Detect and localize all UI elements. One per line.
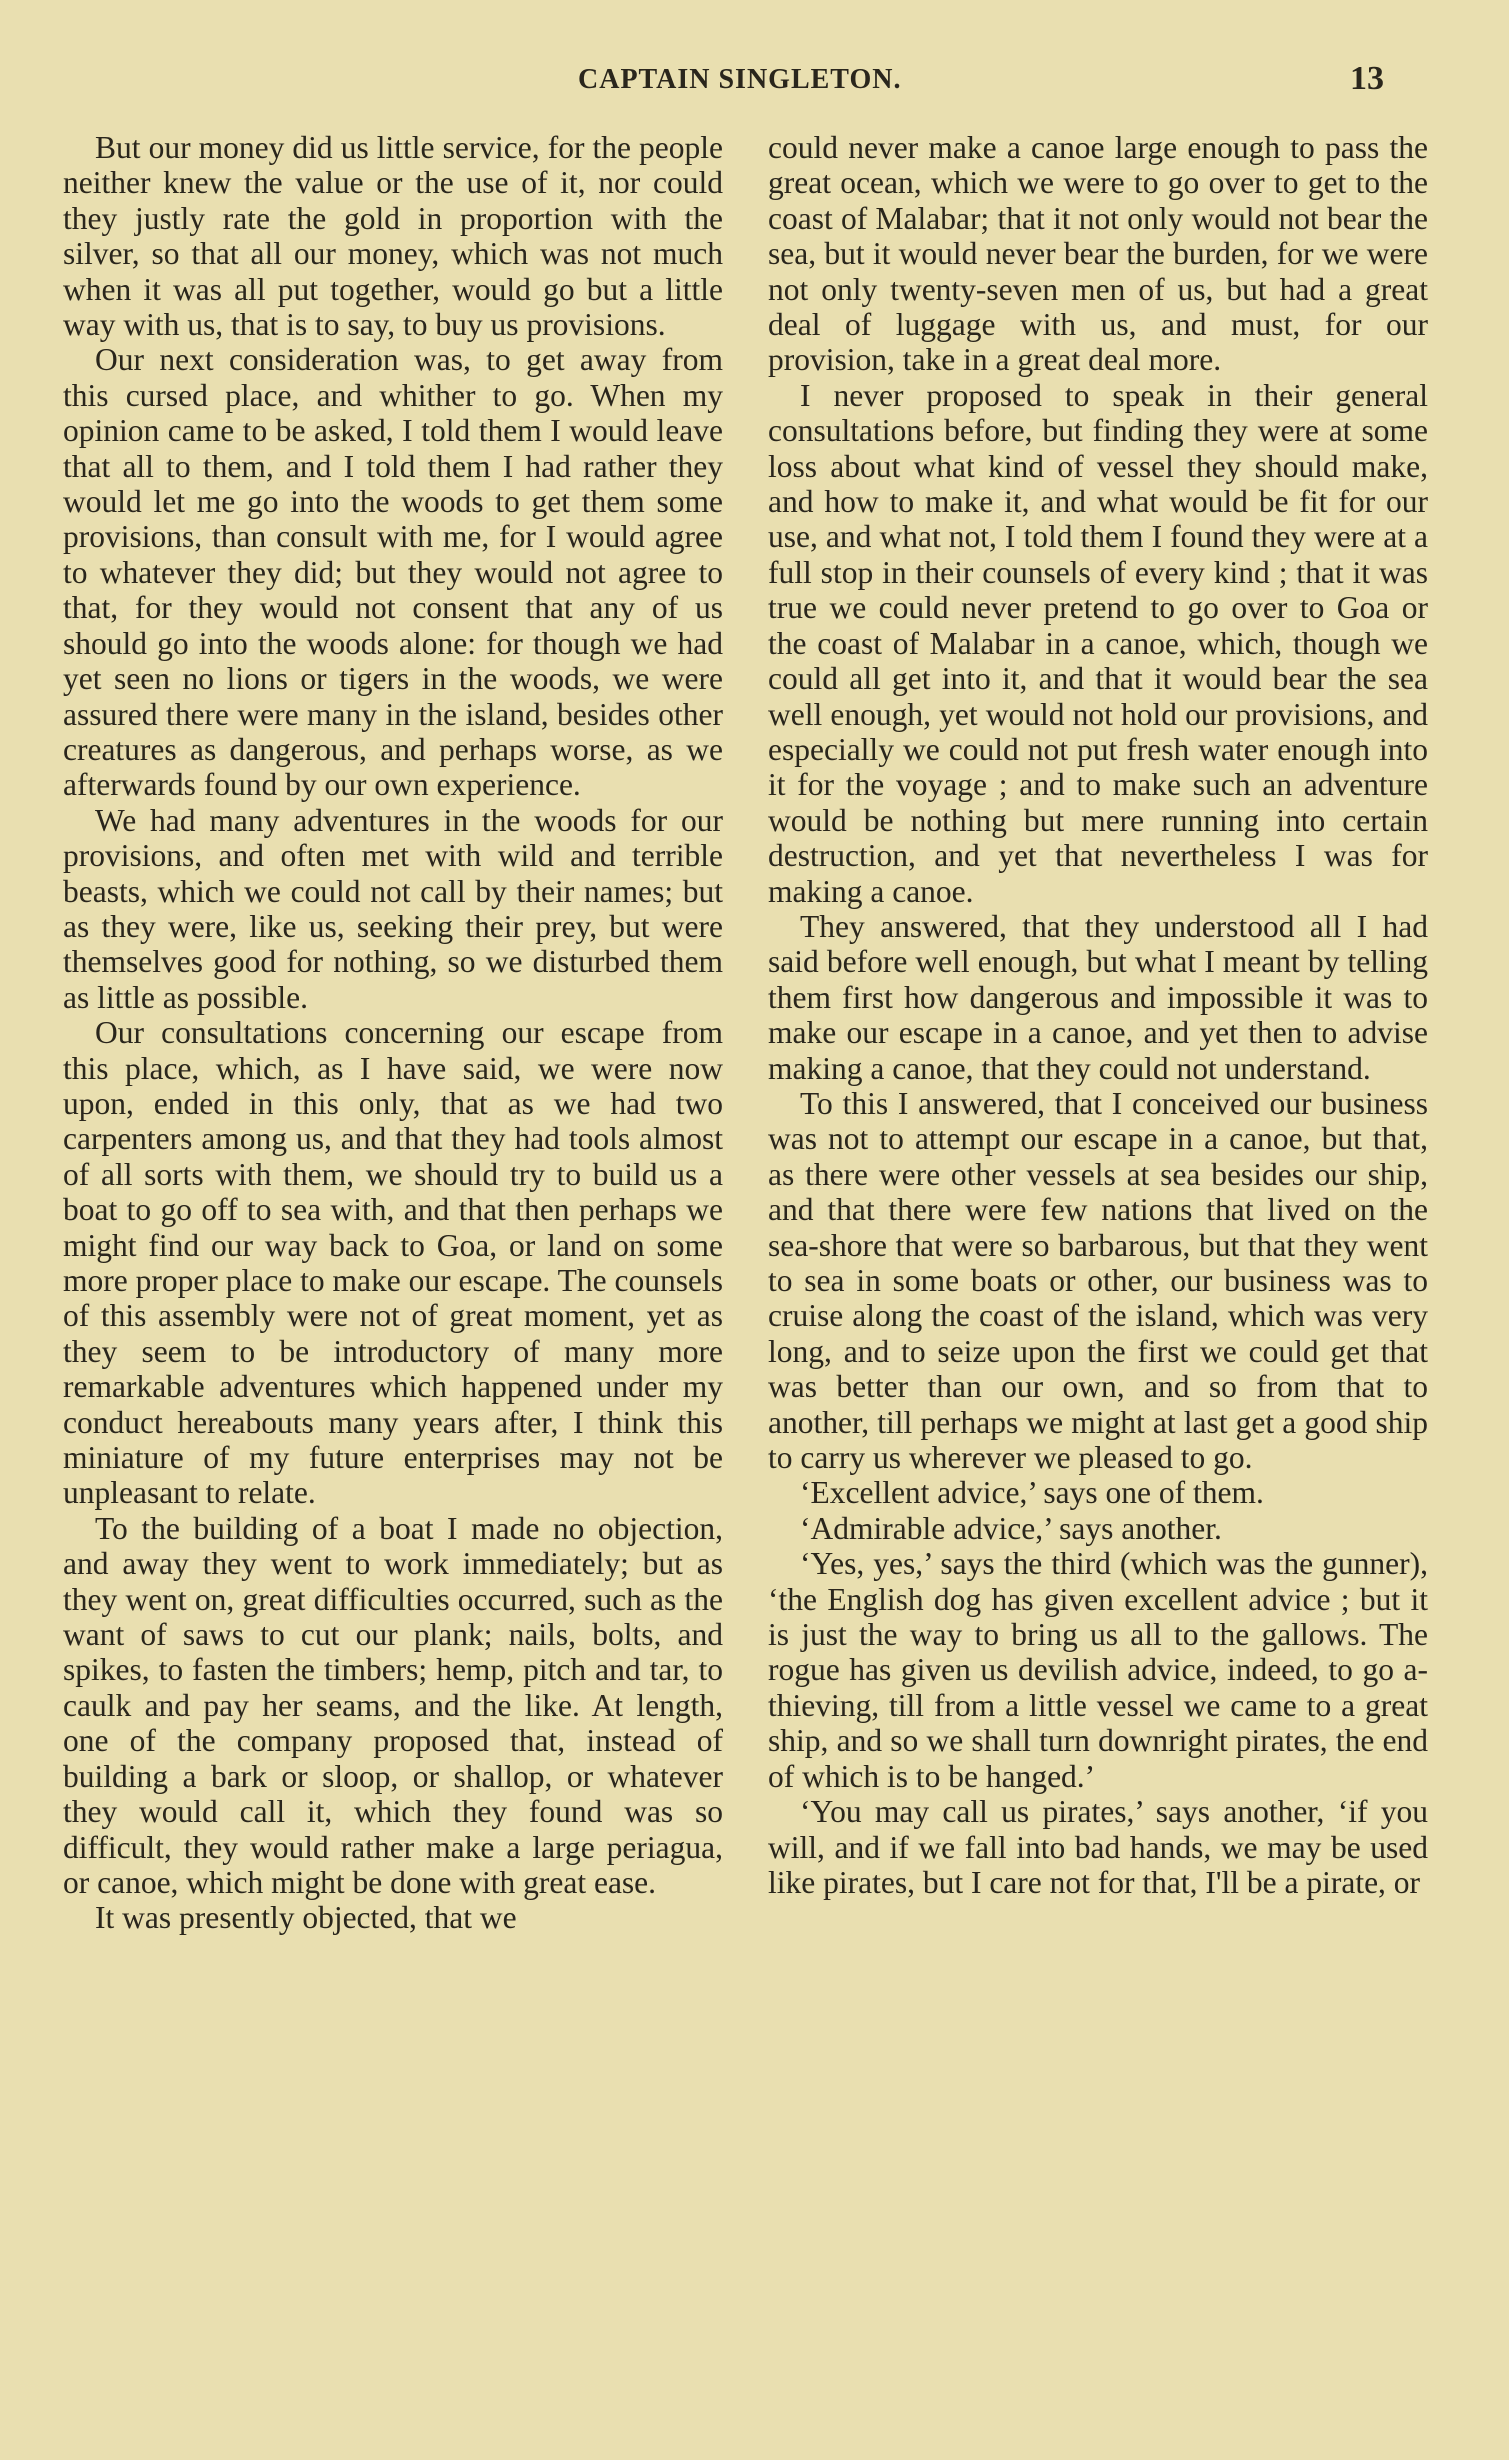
paragraph: We had many adventures in the woods for our provisions, and often met with wild and terrible beasts, which we could not call by their names; but as they were, like us, seeking their prey, but were themselves good for nothing, so we disturbed them as little as possible. [63, 802, 723, 1015]
paragraph: ‘Yes, yes,’ says the third (which was the gunner), ‘the English dog has given excellent advice ; but it is just the way to bring us all to the gallows. The rogue has given us devilish advice, indeed, to go a-thieving, till from a little vessel we came to a great ship, and so we shall turn downright pirates, the end of which is to be hanged.’ [768, 1546, 1428, 1794]
paragraph: I never proposed to speak in their general consultations before, but finding they were at some loss about what kind of vessel they should make, and how to make it, and what would be fit for our use, and what not, I told them I found they were at a full stop in their counsels of every kind ; that it was true we could never pretend to go over to Goa or the coast of Malabar in a canoe, which, though we could all get into it, and that it would bear the sea well enough, yet would not hold our provisions, and especially we could not put fresh water enough into it for the voyage ; and to make such an adventure would be nothing but mere running into certain destruction, and yet that nevertheless I was for making a canoe. [768, 377, 1428, 909]
running-header: CAPTAIN SINGLETON. [578, 64, 902, 95]
page-number: 13 [1350, 60, 1384, 97]
paragraph: ‘Excellent advice,’ says one of them. [800, 1475, 1264, 1511]
paragraph: To this I answered, that I conceived our business was not to attempt our escape in a canoe, but that, as there were other vessels at sea besides our ship, and that there were few nations that lived on the sea-shore that were so barbarous, but that they went to sea in some boats or other, our business was to cruise along the coast of the island, which was very long, and to seize upon the first we could get that was better than our own, and so from that to another, till perhaps we might at last get a good ship to carry us wherever we pleased to go. [768, 1085, 1428, 1476]
left-column [63, 130, 723, 1936]
paragraph: ‘Admirable advice,’ says another. [800, 1510, 1222, 1546]
paragraph: could never make a canoe large enough to pass the great ocean, which we were to go over to get to the coast of Malabar; that it not only would not bear the sea, but it would never bear the burden, for we were not only twenty-seven men of us, but had a great deal of luggage with us, and must, for our provision, take in a great deal more. [768, 130, 1428, 378]
paragraph: Our next consideration was, to get away from this cursed place, and whither to go. When my opinion came to be asked, I told them I would leave that all to them, and I told them I had rather they would let me go into the woods to get them some provisions, than consult with me, for I would agree to whatever they did; but they would not agree to that, for they would not consent that any of us should go into the woods alone: for though we had yet seen no lions or tigers in the woods, we were assured there were many in the island, besides other creatures as dangerous, and perhaps worse, as we afterwards found by our own experience. [63, 342, 723, 803]
paragraph: ‘You may call us pirates,’ says another, ‘if you will, and if we fall into bad hands, we may be used like pirates, but I care not for that, I'll be a pirate, or [768, 1794, 1428, 1900]
right-column [768, 130, 1428, 1900]
paragraph: But our money did us little service, for the people neither knew the value or the use of it, nor could they justly rate the gold in proportion with the silver, so that all our money, which was not much when it was all put together, would go but a little way with us, that is to say, to buy us provisions. [63, 130, 723, 343]
paragraph: To the building of a boat I made no objection, and away they went to work immediately; but as they went on, great difficulties occurred, such as the want of saws to cut our plank; nails, bolts, and spikes, to fasten the timbers; hemp, pitch and tar, to caulk and pay her seams, and the like. At length, one of the company proposed that, instead of building a bark or sloop, or shallop, or whatever they would call it, which they found was so difficult, they would rather make a large periagua, or canoe, which might be done with great ease. [63, 1510, 723, 1900]
paragraph: They answered, that they understood all I had said before well enough, but what I meant by telling them first how dangerous and impossible it was to make our escape in a canoe, and yet then to advise making a canoe, that they could not understand. [768, 908, 1428, 1086]
paragraph: It was presently objected, that we [95, 1900, 517, 1936]
paragraph: Our consultations concerning our escape from this place, which, as I have said, we were now upon, ended in this only, that as we had two carpenters among us, and that they had tools almost of all sorts with them, we should try to build us a boat to go off to sea with, and that then perhaps we might find our way back to Goa, or land on some more proper place to make our escape. The counsels of this assembly were not of great moment, yet as they seem to be introductory of many more remarkable adventures which happened under my conduct hereabouts many years after, I think this miniature of my future enterprises may not be unpleasant to relate. [63, 1015, 723, 1511]
